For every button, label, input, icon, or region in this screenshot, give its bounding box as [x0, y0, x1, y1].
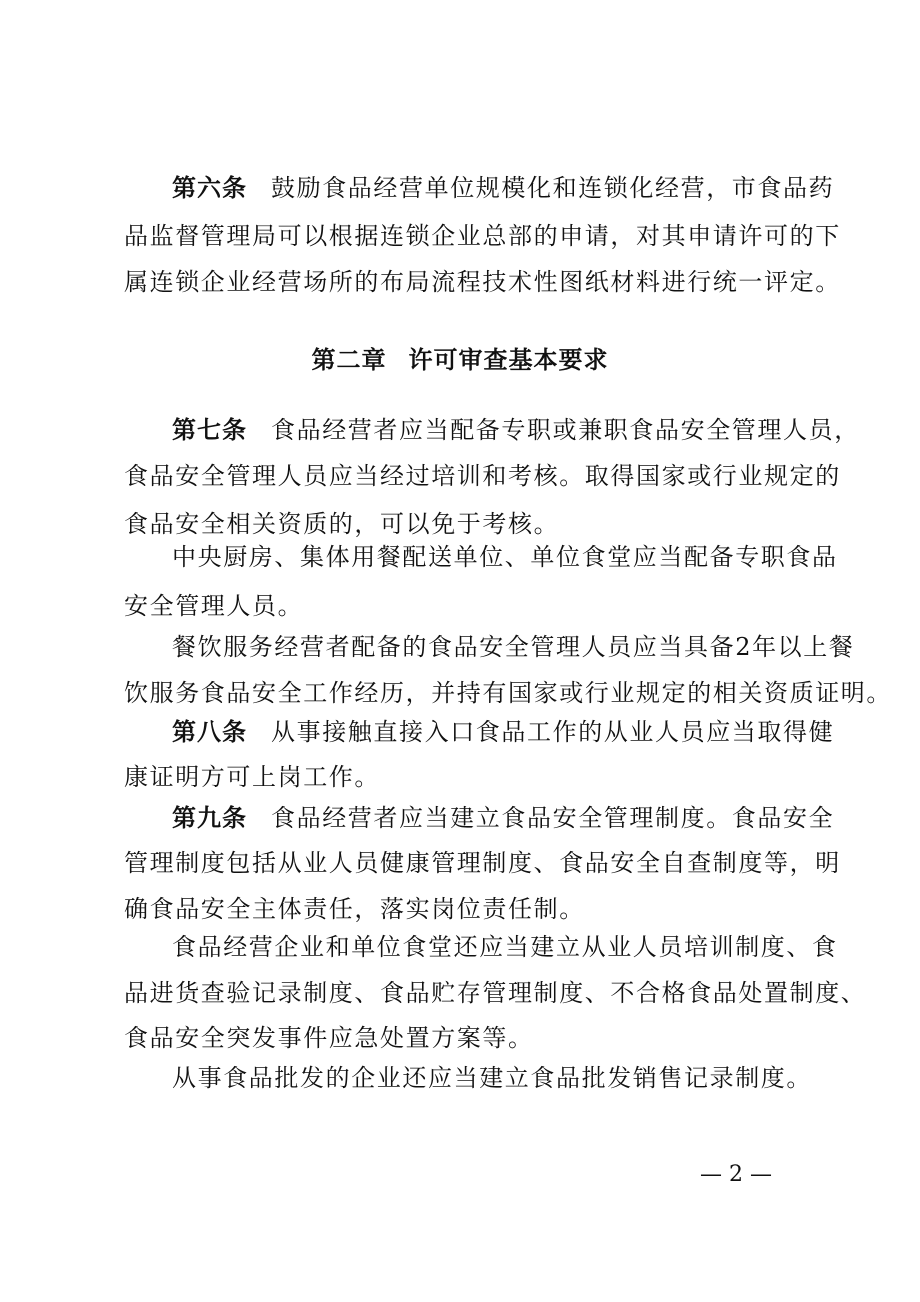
article-7-line-3: 食品安全相关资质的，可以免于考核。: [124, 510, 560, 538]
article-9-label: 第九条: [172, 804, 247, 832]
article-9-line-3: 确食品安全主体责任，落实岗位责任制。: [124, 895, 585, 923]
article-9-para-2-line-3: 食品安全突发事件应急处置方案等。: [124, 1024, 534, 1052]
article-9-para-3-line-1: 从事食品批发的企业还应当建立食品批发销售记录制度。: [172, 1064, 812, 1092]
article-9-text-1: 食品经营者应当建立食品安全管理制度。食品安全: [271, 804, 835, 832]
article-9-line-1: [172, 802, 872, 834]
chapter-number: 第二章: [311, 346, 387, 374]
article-8-text-1: 从事接触直接入口食品工作的从业人员应当取得健: [271, 718, 835, 746]
article-7-para-2-line-2: 安全管理人员。: [124, 592, 304, 620]
article-7-para-3-line-1: 餐饮服务经营者配备的食品安全管理人员应当具备2年以上餐: [172, 633, 855, 661]
article-7-text-1: 食品经营者应当配备专职或兼职食品安全管理人员，: [271, 416, 860, 444]
article-7-label: 第七条: [172, 416, 247, 444]
article-6-text-1: 鼓励食品经营单位规模化和连锁化经营，市食品药: [271, 174, 835, 202]
article-7-para-2-line-1: 中央厨房、集体用餐配送单位、单位食堂应当配备专职食品: [172, 543, 838, 571]
chapter-title: 许可审查基本要求: [408, 346, 609, 374]
article-9-line-2: 管理制度包括从业人员健康管理制度、食品安全自查制度等，明: [124, 849, 841, 877]
article-7-line-2: 食品安全管理人员应当经过培训和考核。取得国家或行业规定的: [124, 462, 841, 490]
article-6-line-1: [172, 172, 872, 204]
article-8-label: 第八条: [172, 718, 247, 746]
article-8-line-2: 康证明方可上岗工作。: [124, 763, 380, 791]
article-6-label: 第六条: [172, 174, 247, 202]
article-7-para-3-line-2: 饮服务食品安全工作经历，并持有国家或行业规定的相关资质证明。: [124, 679, 892, 707]
article-6-line-3: 属连锁企业经营场所的布局流程技术性图纸材料进行统一评定。: [124, 268, 841, 296]
article-8-line-1: [172, 716, 872, 748]
article-9-para-2-line-1: 食品经营企业和单位食堂还应当建立从业人员培训制度、食: [172, 933, 838, 961]
article-7-line-1: [172, 414, 872, 446]
chapter-heading: [0, 344, 920, 376]
article-6-line-2: 品监督管理局可以根据连锁企业总部的申请，对其申请许可的下: [124, 222, 841, 250]
page-number: — 2 —: [700, 1162, 772, 1187]
article-9-para-2-line-2: 品进货查验记录制度、食品贮存管理制度、不合格食品处置制度、: [124, 979, 867, 1007]
